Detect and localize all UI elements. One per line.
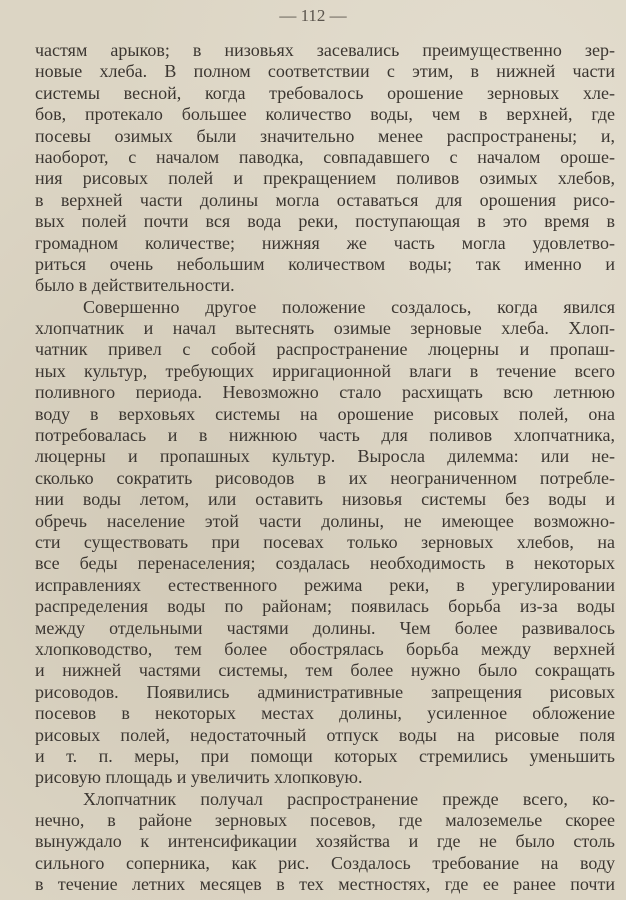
paragraph xyxy=(35,40,615,297)
paragraph xyxy=(35,297,615,789)
text-line: между отдельными частями долины. Чем более развивалось xyxy=(35,617,615,638)
text-line: нии воды летом, или оставить низовья системы без воды и xyxy=(35,489,615,510)
text-line: поливного периода. Невозможно стало расхищать всю летнюю xyxy=(35,382,615,403)
text-line: рисовых полей, недостаточный отпуск воды на рисовые поля xyxy=(35,724,615,745)
text-line: ных культур, требующих ирригационной влаги в течение всего xyxy=(35,360,615,381)
text-line: обречь население этой части долины, не имеющее возможно- xyxy=(35,510,615,531)
text-line: бов, протекало большее количество воды, чем в верхней, где xyxy=(35,104,615,125)
text-line: новые хлеба. В полном соответствии с этим, в нижней части xyxy=(35,61,615,82)
text-line: в течение летних месяцев в тех местностях, где ее ранее почти xyxy=(35,874,615,895)
text-line: нечно, в районе зерновых посевов, где малоземелье скорее xyxy=(35,810,615,831)
text-line: сти существовать при посевах только зерновых хлебов, на xyxy=(35,531,615,552)
text-line: в верхней части долины могла оставаться для орошения рисо- xyxy=(35,189,615,210)
text-line: хлопчатник и начал вытеснять озимые зерновые хлеба. Хлоп- xyxy=(35,318,615,339)
text-line: риться очень небольшим количеством воды; так именно и xyxy=(35,253,615,274)
text-line: сколько сократить рисоводов в их неограниченном потребле- xyxy=(35,467,615,488)
text-line: громадном количестве; нижняя же часть могла удовлетво- xyxy=(35,232,615,253)
text-line: рисоводов. Появились административные запрещения рисовых xyxy=(35,681,615,702)
text-line: воду в верховьях системы на орошение рисовых полей, она xyxy=(35,403,615,424)
text-line: и т. п. меры, при помощи которых стремились уменьшить xyxy=(35,745,615,766)
text-line: чатник привел с собой распространение люцерны и пропаш- xyxy=(35,339,615,360)
text-line: Хлопчатник получал распространение прежде всего, ко- xyxy=(83,788,615,809)
text-line: люцерны и пропашных культур. Выросла дилемма: или не- xyxy=(35,446,615,467)
body-text xyxy=(35,40,615,896)
text-line: частям арыков; в низовьях засевались преимущественно зер- xyxy=(35,40,615,60)
text-line: распределения воды по районам; появилась борьба из-за воды xyxy=(35,596,615,617)
paragraph xyxy=(35,789,615,896)
text-line: наоборот, с началом паводка, совпадавшего с началом ороше- xyxy=(35,146,615,167)
text-line: вынуждало к интенсификации хозяйства и где не было столь xyxy=(35,831,615,852)
text-line: посевов в некоторых местах долины, усиленное обложение xyxy=(35,703,615,724)
text-line: исправлениях естественного режима реки, в урегулировании xyxy=(35,574,615,595)
text-line: ния рисовых полей и прекращением поливов озимых хлебов, xyxy=(35,168,615,189)
text-line: потребовалась и в нижнюю часть для поливов хлопчатника, xyxy=(35,425,615,446)
text-line: хлопководство, тем более обострялась борьба между верхней xyxy=(35,638,615,659)
text-line: было в действительности. xyxy=(35,275,235,296)
page-number: — 112 — xyxy=(279,6,347,25)
text-line: сильного соперника, как рис. Создалось требование на воду xyxy=(35,852,615,873)
text-line: посевы озимых были значительно менее распространены; и, xyxy=(35,125,615,146)
text-line: все беды перенаселения; создалась необходимость в некоторых xyxy=(35,553,615,574)
text-line: Совершенно другое положение создалось, когда явился xyxy=(83,296,615,317)
text-line: вых полей почти вся вода реки, поступающая в это время в xyxy=(35,211,615,232)
text-line: системы весной, когда требовалось орошение зерновых хле- xyxy=(35,82,615,103)
text-line: и нижней частями системы, тем более нужно было сокращать xyxy=(35,660,615,681)
text-line: рисовую площадь и увеличить хлопковую. xyxy=(35,767,363,788)
